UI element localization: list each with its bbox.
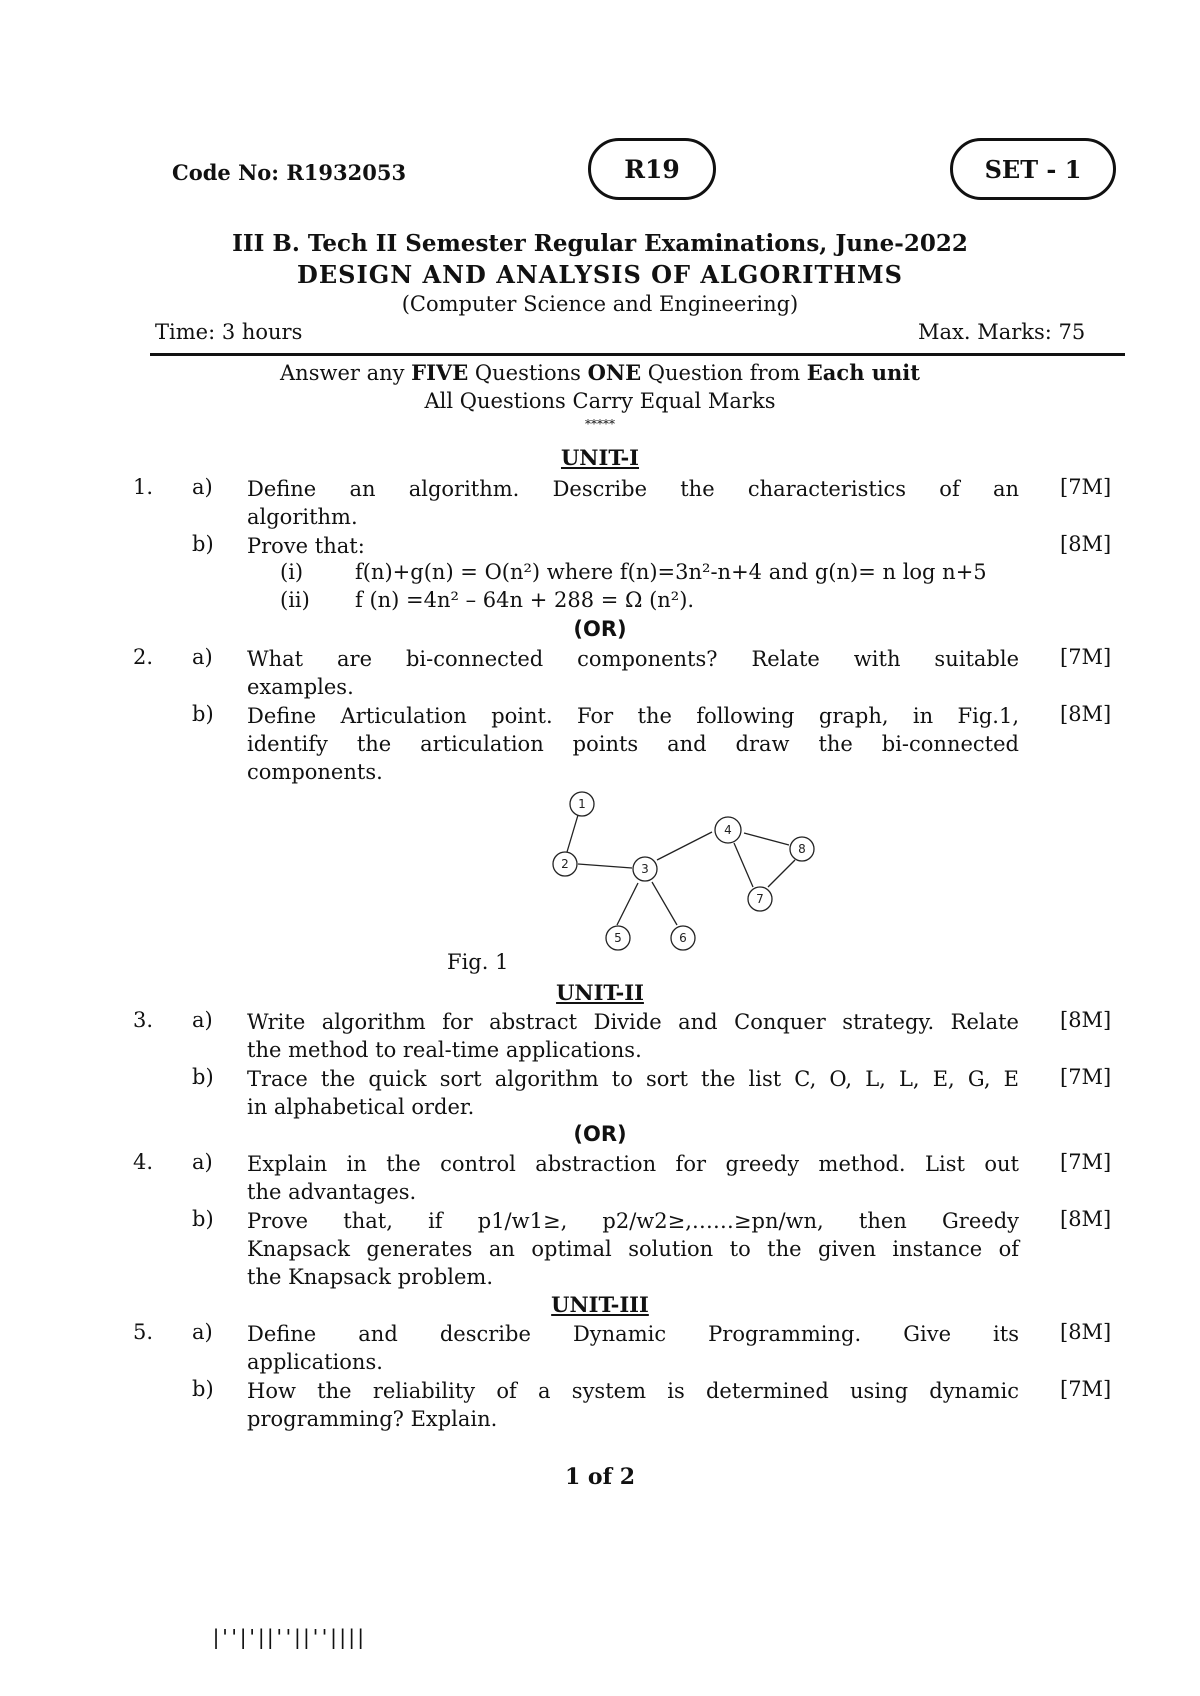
instr-pre: Answer any (280, 361, 412, 385)
q3b-line2: in alphabetical order. (247, 1095, 475, 1119)
q2b-label: b) (192, 702, 214, 726)
set-badge (950, 138, 1116, 200)
figure-caption: Fig. 1 (447, 950, 509, 974)
edge-4-7 (734, 843, 753, 887)
q2b-line2: identify the articulation points and draw the bi-connected (247, 732, 1019, 756)
edge-3-5 (617, 883, 638, 925)
regulation-badge (588, 138, 716, 200)
node-8-label: 8 (798, 842, 806, 856)
q2b-line3: components. (247, 760, 383, 784)
q4a-line2: the advantages. (247, 1180, 417, 1204)
q2a-marks: [7M] (1060, 645, 1112, 669)
q3a-marks: [8M] (1060, 1008, 1112, 1032)
q2b-line1: Define Articulation point. For the following graph, in Fig.1, (247, 704, 1019, 728)
subject-title: DESIGN AND ANALYSIS OF ALGORITHMS (297, 260, 903, 289)
q5b-label: b) (192, 1377, 214, 1401)
edge-1-2 (567, 815, 578, 852)
node-2-label: 2 (561, 857, 569, 871)
q3a-label: a) (192, 1008, 213, 1032)
edge-8-7 (768, 860, 795, 887)
exam-title: III B. Tech II Semester Regular Examinations, June-2022 (232, 230, 968, 257)
branch: (Computer Science and Engineering) (401, 292, 799, 316)
or-separator-1: (OR) (573, 617, 627, 641)
edge-3-6 (652, 882, 677, 925)
instr-five: FIVE (411, 360, 469, 385)
q4b-line3: the Knapsack problem. (247, 1265, 494, 1289)
q2b-marks: [8M] (1060, 702, 1112, 726)
q5a-label: a) (192, 1320, 213, 1344)
q1a-line1: Define an algorithm. Describe the characteristics of an (247, 477, 1019, 501)
q2a-line2: examples. (247, 675, 354, 699)
equal-marks-note: All Questions Carry Equal Marks (424, 389, 776, 413)
q3a-line1: Write algorithm for abstract Divide and Conquer strategy. Relate (247, 1010, 1019, 1034)
q4a-marks: [7M] (1060, 1150, 1112, 1174)
node-2 (553, 852, 577, 876)
node-1 (570, 792, 594, 816)
q3b-marks: [7M] (1060, 1065, 1112, 1089)
edge-4-8 (744, 833, 789, 845)
instructions-line (0, 360, 1200, 385)
q1b-marks: [8M] (1060, 532, 1112, 556)
q1b-label: b) (192, 532, 214, 556)
stars-separator: ***** (585, 417, 615, 431)
q2a-label: a) (192, 645, 213, 669)
q1a-marks: [7M] (1060, 475, 1112, 499)
q5a-line1: Define and describe Dynamic Programming. Give its (247, 1322, 1019, 1346)
q1b-text: Prove that: (247, 534, 365, 558)
instr-mid: Questions (468, 361, 588, 385)
unit-3-heading: UNIT-III (551, 1292, 649, 1317)
q2a-line1: What are bi-connected components? Relate with suitable (247, 647, 1019, 671)
node-4-label: 4 (724, 823, 732, 837)
node-3 (633, 857, 657, 881)
q3-number: 3. (133, 1008, 154, 1032)
barcode: |''|'||''||''|||| (210, 1625, 364, 1649)
node-7-label: 7 (756, 892, 764, 906)
q1b-ii-label: (ii) (280, 588, 310, 612)
node-4 (715, 817, 741, 843)
node-6-label: 6 (679, 931, 687, 945)
q4a-line1: Explain in the control abstraction for greedy method. List out (247, 1152, 1019, 1176)
instr-one: ONE (587, 360, 642, 385)
node-7 (748, 887, 772, 911)
q1a-line2: algorithm. (247, 505, 358, 529)
instr-mid2: Question from (641, 361, 807, 385)
q1b-i-text: f(n)+g(n) = O(n²) where f(n)=3n²-n+4 and g(n)= n log n+5 (355, 560, 987, 584)
q3b-label: b) (192, 1065, 214, 1089)
q5a-marks: [8M] (1060, 1320, 1112, 1344)
q1a-label: a) (192, 475, 213, 499)
node-1-label: 1 (578, 797, 586, 811)
node-5 (606, 926, 630, 950)
q4b-label: b) (192, 1207, 214, 1231)
set-label: SET - 1 (984, 154, 1082, 184)
q3a-line2: the method to real-time applications. (247, 1038, 642, 1062)
q4-number: 4. (133, 1150, 154, 1174)
q2-number: 2. (133, 645, 154, 669)
node-6 (671, 926, 695, 950)
graph-figure (530, 785, 830, 960)
q5-number: 5. (133, 1320, 154, 1344)
code-number: Code No: R1932053 (172, 160, 407, 185)
q3b-line1: Trace the quick sort algorithm to sort the list C, O, L, L, E, G, E (247, 1067, 1019, 1091)
max-marks-label: Max. Marks: 75 (918, 320, 1086, 344)
q1-number: 1. (133, 475, 154, 499)
or-separator-2: (OR) (573, 1122, 627, 1146)
q5a-line2: applications. (247, 1350, 383, 1374)
node-5-label: 5 (614, 931, 622, 945)
q4b-line1: Prove that, if p1/w1≥, p2/w2≥,……≥pn/wn, then Greedy (247, 1209, 1019, 1233)
instr-each-unit: Each unit (806, 360, 920, 385)
q1b-ii-text: f (n) =4n² – 64n + 288 = Ω (n²). (355, 588, 695, 612)
page-number: 1 of 2 (564, 1464, 636, 1490)
time-label: Time: 3 hours (155, 320, 303, 344)
edge-2-3 (578, 864, 632, 868)
q4b-marks: [8M] (1060, 1207, 1112, 1231)
q1b-i-label: (i) (280, 560, 304, 584)
q5b-marks: [7M] (1060, 1377, 1112, 1401)
q5b-line2: programming? Explain. (247, 1407, 498, 1431)
header-divider (150, 353, 1125, 356)
unit-1-heading: UNIT-I (560, 445, 640, 470)
q5b-line1: How the reliability of a system is determined using dynamic (247, 1379, 1019, 1403)
q4b-line2: Knapsack generates an optimal solution to the given instance of (247, 1237, 1019, 1261)
node-8 (790, 837, 814, 861)
unit-2-heading: UNIT-II (556, 980, 644, 1005)
edge-3-4 (657, 832, 712, 860)
node-3-label: 3 (641, 862, 649, 876)
regulation-label: R19 (624, 154, 680, 184)
q4a-label: a) (192, 1150, 213, 1174)
